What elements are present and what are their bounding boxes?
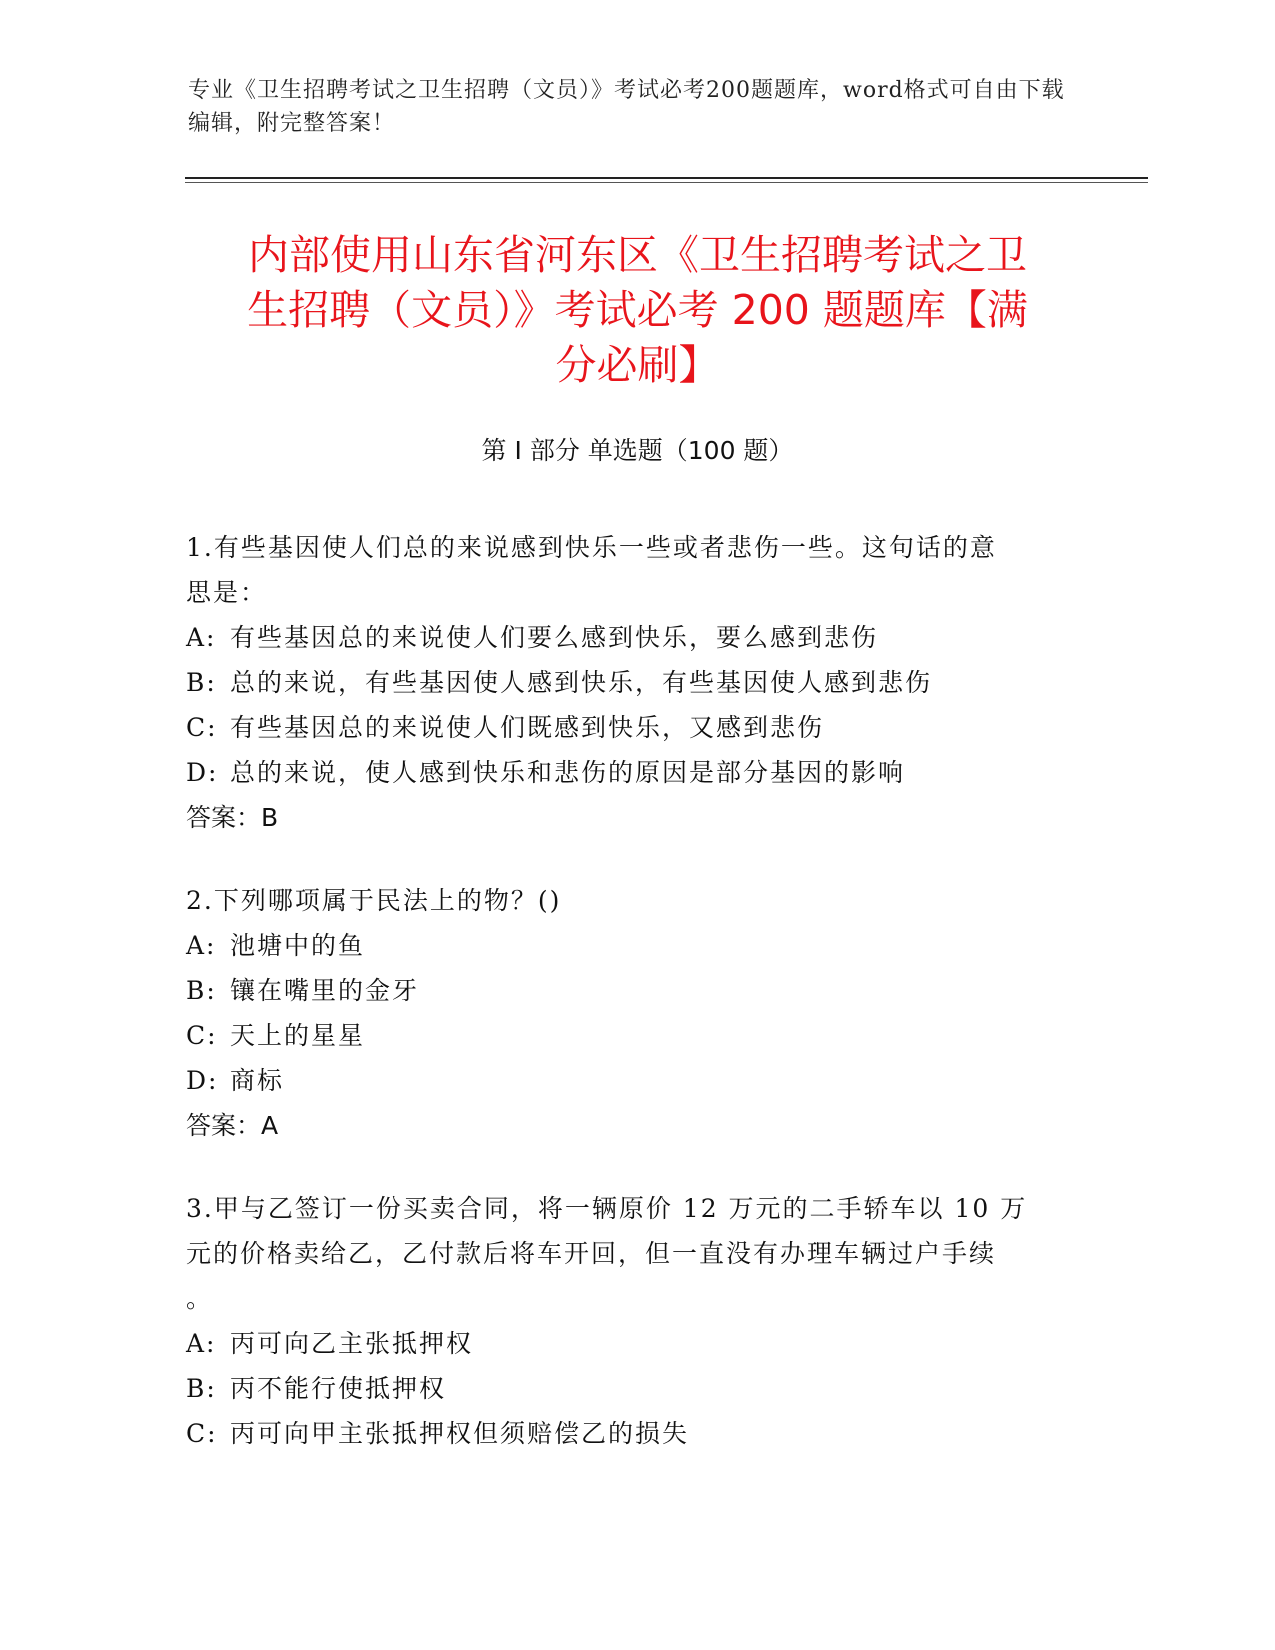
option-label: C: [186,1021,218,1050]
option-text: 总的来说，有些基因使人感到快乐，有些基因使人感到悲伤 [230,668,933,697]
option-a [186,615,1066,660]
option-label: B: [186,976,217,1005]
option-b [186,968,1066,1013]
option-label: A: [186,623,217,652]
option-text: 商标 [230,1066,285,1095]
question-stem: 。 [186,1284,214,1313]
question-stem: 2.下列哪项属于民法上的物？() [186,886,562,915]
option-c [186,1013,1066,1058]
option-text: 有些基因总的来说使人们既感到快乐，又感到悲伤 [230,713,825,742]
title-line: 生招聘（文员）》考试必考 200 题题库【满 [247,286,1028,334]
option-a [186,1321,1066,1366]
header-rule-thick [185,177,1148,179]
option-label: D: [186,1066,219,1095]
option-c [186,1411,1066,1456]
document-title [160,228,1115,393]
option-d [186,1058,1066,1103]
option-text: 总的来说，使人感到快乐和悲伤的原因是部分基因的影响 [230,758,906,787]
question-2 [186,878,1066,1148]
question-1 [186,525,1066,840]
option-c [186,705,1066,750]
option-text: 丙不能行使抵押权 [230,1374,447,1403]
option-label: D: [186,758,219,787]
option-text: 有些基因总的来说使人们要么感到快乐，要么感到悲伤 [230,623,879,652]
answer: 答案：A [186,1111,279,1140]
question-stem: 思是： [186,578,268,607]
header-note: 专业《卫生招聘考试之卫生招聘（文员）》考试必考200题题库，word格式可自由下载编辑，附完整答案！ [188,78,1065,136]
title-line: 分必刷】 [555,341,720,389]
question-list [186,525,1066,1494]
question-3 [186,1186,1066,1456]
header-rule-thin [185,182,1148,183]
option-text: 池塘中的鱼 [230,931,366,960]
option-label: A: [186,1329,217,1358]
section-title: 第 I 部分 单选题（100 题） [481,436,794,465]
question-stem: 元的价格卖给乙，乙付款后将车开回，但一直没有办理车辆过户手续 [186,1239,997,1268]
option-label: C: [186,1419,218,1448]
option-text: 丙可向乙主张抵押权 [230,1329,474,1358]
option-b [186,660,1066,705]
option-text: 丙可向甲主张抵押权但须赔偿乙的损失 [230,1419,690,1448]
option-d [186,750,1066,795]
question-stem: 3.甲与乙签订一份买卖合同，将一辆原价 12 万元的二手轿车以 10 万 [186,1194,1028,1223]
option-text: 镶在嘴里的金牙 [230,976,420,1005]
option-b [186,1366,1066,1411]
option-label: B: [186,1374,217,1403]
answer: 答案：B [186,803,279,832]
title-line: 内部使用山东省河东区《卫生招聘考试之卫 [248,231,1027,279]
option-label: B: [186,668,217,697]
option-a [186,923,1066,968]
option-label: A: [186,931,217,960]
option-text: 天上的星星 [230,1021,366,1050]
question-stem: 1.有些基因使人们总的来说感到快乐一些或者悲伤一些。这句话的意 [186,533,997,562]
option-label: C: [186,713,218,742]
